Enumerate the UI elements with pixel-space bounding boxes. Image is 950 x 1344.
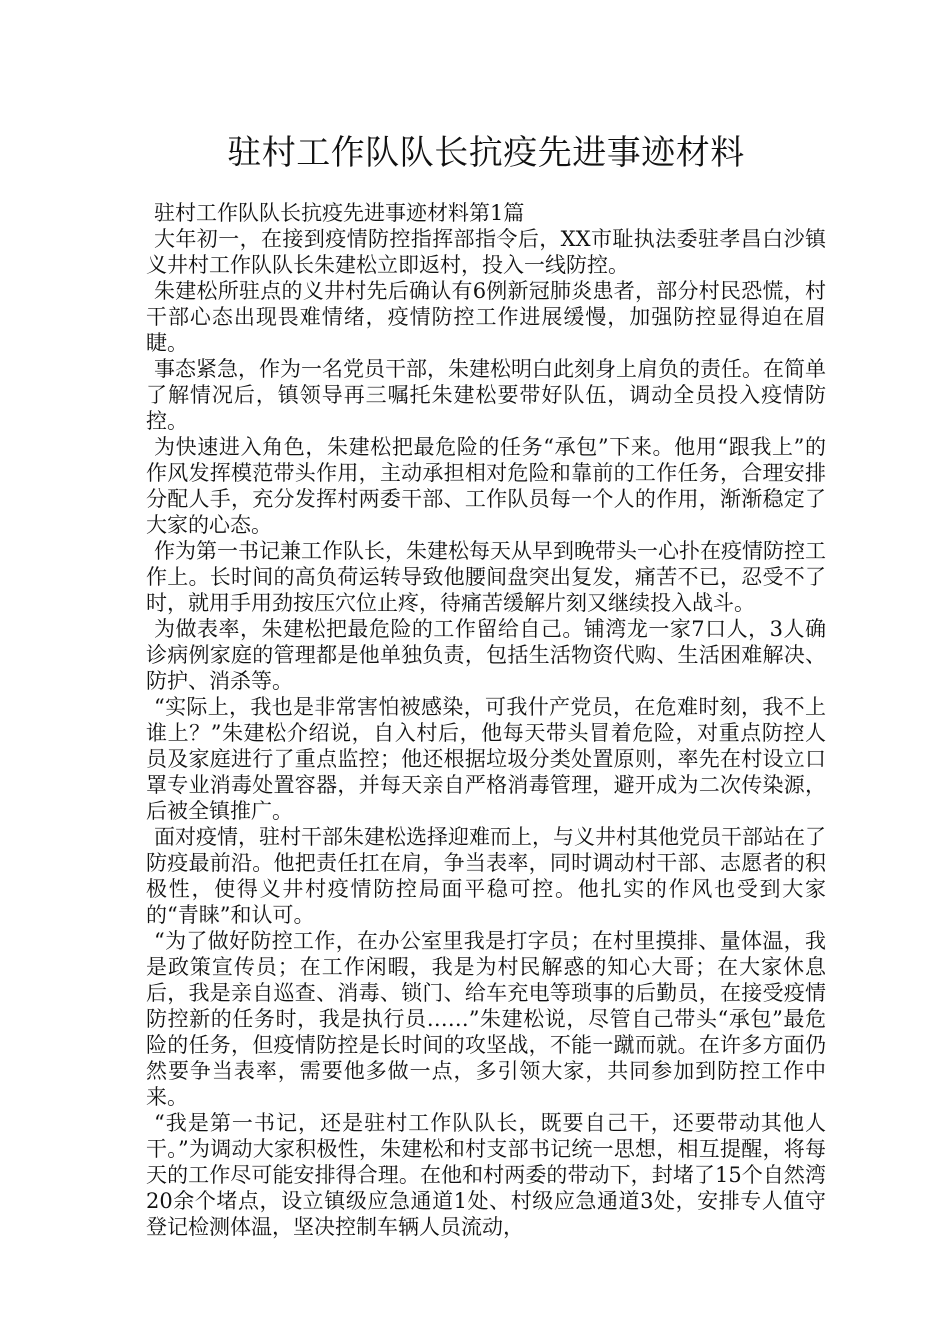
document-subtitle: 驻村工作队队长抗疫先进事迹材料第1篇 <box>154 201 525 225</box>
document-title: 驻村工作队队长抗疫先进事迹材料 <box>227 133 745 173</box>
paragraph-2: 朱建松所驻点的义井村先后确认有6例新冠肺炎患者，部分村民恐慌，村干部心态出现畏难情绪，疫情防控工作进展缓慢，加强防控显得迫在眉睫。 <box>146 279 826 355</box>
document-page <box>146 0 826 1240</box>
paragraph-8: 面对疫情，驻村干部朱建松选择迎难而上，与义井村其他党员干部站在了防疫最前沿。他把责任扛在肩，争当表率，同时调动村干部、志愿者的积极性，使得义井村疫情防控局面平稳可控。他扎实的作风也受到大家的“青睐”和认可。 <box>146 825 826 927</box>
paragraph-6: 为做表率，朱建松把最危险的工作留给自己。铺湾龙一家7口人，3人确诊病例家庭的管理都是他单独负责，包括生活物资代购、生活困难解决、防护、消杀等。 <box>146 617 826 693</box>
paragraph-10: “我是第一书记，还是驻村工作队队长，既要自己干，还要带动其他人干。”为调动大家积极性，朱建松和村支部书记统一思想，相互提醒，将每天的工作尽可能安排得合理。在他和村两委的带动下，封堵了15个自然湾20余个堵点，设立镇级应急通道1处、村级应急通道3处，安排专人值守登记检测体温，坚决控制车辆人员流动， <box>146 1111 826 1239</box>
paragraph-3: 事态紧急，作为一名党员干部，朱建松明白此刻身上肩负的责任。在简单了解情况后，镇领导再三嘱托朱建松要带好队伍，调动全员投入疫情防控。 <box>146 357 826 433</box>
paragraph-7: “实际上，我也是非常害怕被感染，可我什产党员，在危难时刻，我不上谁上？”朱建松介绍说，自入村后，他每天带头冒着危险，对重点防控人员及家庭进行了重点监控；他还根据垃圾分类处置原则，率先在村设立口罩专业消毒处置容器，并每天亲自严格消毒管理，避开成为二次传染源，后被全镇推广。 <box>146 695 826 823</box>
paragraph-9: “为了做好防控工作，在办公室里我是打字员；在村里摸排、量体温，我是政策宣传员；在工作闲暇，我是为村民解惑的知心大哥；在大家休息后，我是亲自巡查、消毒、锁门、给车充电等琐事的后勤员，在接受疫情防控新的任务时，我是执行员……”朱建松说，尽管自己带头“承包”最危险的任务，但疫情防控是长时间的攻坚战，不能一蹴而就。在许多方面仍然要争当表率，需要他多做一点，多引领大家，共同参加到防控工作中来。 <box>146 929 826 1109</box>
paragraph-4: 为快速进入角色，朱建松把最危险的任务“承包”下来。他用“跟我上”的作风发挥模范带头作用，主动承担相对危险和靠前的工作任务，合理安排分配人手，充分发挥村两委干部、工作队员每一个人的作用，渐渐稳定了大家的心态。 <box>146 435 826 537</box>
paragraph-5: 作为第一书记兼工作队长，朱建松每天从早到晚带头一心扑在疫情防控工作上。长时间的高负荷运转导致他腰间盘突出复发，痛苦不已，忍受不了时，就用手用劲按压穴位止疼，待痛苦缓解片刻又继续投入战斗。 <box>146 539 826 615</box>
paragraph-1: 大年初一，在接到疫情防控指挥部指令后，XX市耻执法委驻孝昌白沙镇义井村工作队队长朱建松立即返村，投入一线防控。 <box>146 227 826 277</box>
